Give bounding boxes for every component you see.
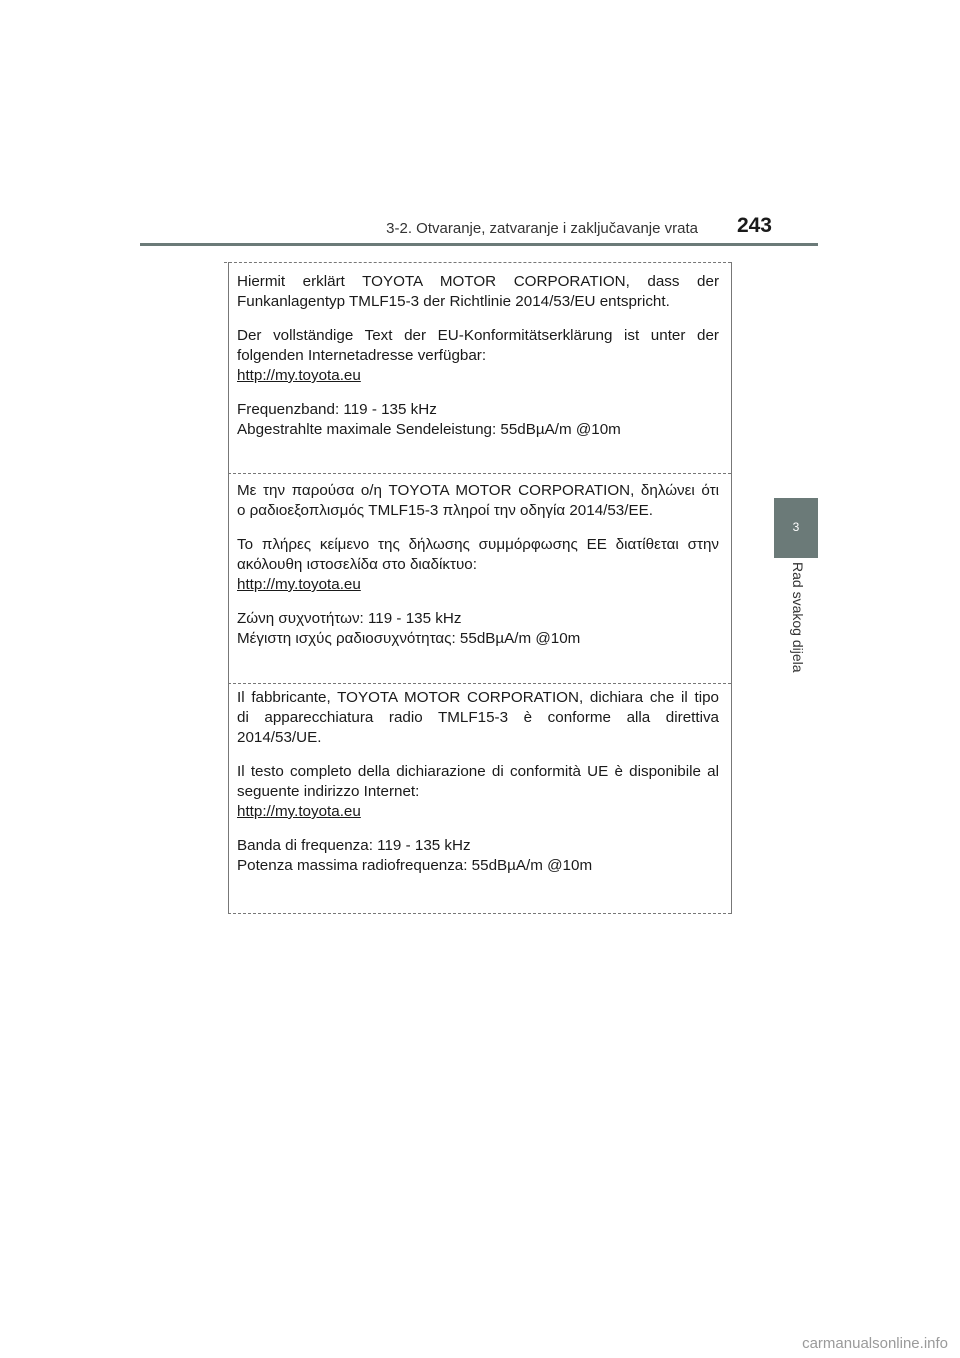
- section-divider-2: [228, 683, 731, 684]
- german-declaration-line-2: Funkanlagentyp TMLF15-3 der Richtlinie 2014/53/EU entspricht.: [237, 293, 670, 310]
- italian-power: Potenza massima radiofrequenza: 55dBµA/m @10m: [237, 857, 593, 874]
- greek-text-line-1: Το πλήρες κείμενο της δήλωσης συμμόρφωσης ΕΕ διατίθεται στην: [237, 536, 719, 553]
- german-text-line-1: Der vollständige Text der EU-Konformitätserklärung ist unter der: [237, 327, 719, 344]
- chapter-number: 3: [792, 520, 800, 534]
- box-top-border: [224, 262, 731, 263]
- page-header: [140, 214, 818, 244]
- header-divider: [140, 243, 818, 246]
- italian-declaration-line-1: Il fabbricante, TOYOTA MOTOR CORPORATION, dichiara che il tipo: [237, 689, 719, 706]
- greek-declaration-line-1: Με την παρούσα ο/η TOYOTA MOTOR CORPORATION, δηλώνει ότι: [237, 482, 719, 499]
- german-frequency: Frequenzband: 119 - 135 kHz: [237, 401, 437, 418]
- box-left-border-2: [228, 473, 229, 683]
- italian-text-line-2: seguente indirizzo Internet:: [237, 783, 420, 800]
- greek-url-link[interactable]: http://my.toyota.eu: [237, 576, 361, 593]
- declaration-greek: [237, 481, 719, 649]
- italian-frequency: Banda di frequenza: 119 - 135 kHz: [237, 837, 471, 854]
- box-bottom-border: [228, 913, 731, 914]
- declaration-italian: [237, 688, 719, 876]
- italian-declaration-line-3: 2014/53/UE.: [237, 729, 322, 746]
- german-url-link[interactable]: http://my.toyota.eu: [237, 367, 361, 384]
- box-right-border-1: [731, 262, 732, 474]
- section-divider-1: [228, 473, 731, 474]
- box-left-border-3: [228, 683, 229, 914]
- greek-power: Μέγιστη ισχύς ραδιοσυχνότητας: 55dBµA/m @10m: [237, 630, 581, 647]
- italian-text-line-1: Il testo completo della dichiarazione di conformità UE è disponibile al: [237, 763, 719, 780]
- declaration-german: [237, 272, 719, 440]
- section-title: 3-2. Otvaranje, zatvaranje i zaključavanje vrata: [386, 220, 698, 237]
- italian-url-link[interactable]: http://my.toyota.eu: [237, 803, 361, 820]
- watermark: carmanualsonline.info: [802, 1335, 948, 1352]
- greek-text-line-2: ακόλουθη ιστοσελίδα στο διαδίκτυο:: [237, 556, 477, 573]
- chapter-label: Rad svakog dijela: [790, 562, 806, 673]
- box-right-border-2: [731, 473, 732, 683]
- box-right-border-3: [731, 683, 732, 914]
- german-power: Abgestrahlte maximale Sendeleistung: 55dBµA/m @10m: [237, 421, 621, 438]
- german-text-line-2: folgenden Internetadresse verfügbar:: [237, 347, 487, 364]
- german-declaration-line-1: Hiermit erklärt TOYOTA MOTOR CORPORATION, dass der: [237, 273, 719, 290]
- declaration-box: [228, 262, 731, 914]
- italian-declaration-line-2: di apparecchiatura radio TMLF15-3 è conforme alla direttiva: [237, 709, 719, 726]
- greek-frequency: Ζώνη συχνοτήτων: 119 - 135 kHz: [237, 610, 462, 627]
- greek-declaration-line-2: ο ραδιοεξοπλισμός TMLF15-3 πληροί την οδηγία 2014/53/EE.: [237, 502, 653, 519]
- box-left-border-1: [228, 262, 229, 474]
- chapter-tab: [774, 498, 818, 558]
- page-number: 243: [736, 214, 772, 237]
